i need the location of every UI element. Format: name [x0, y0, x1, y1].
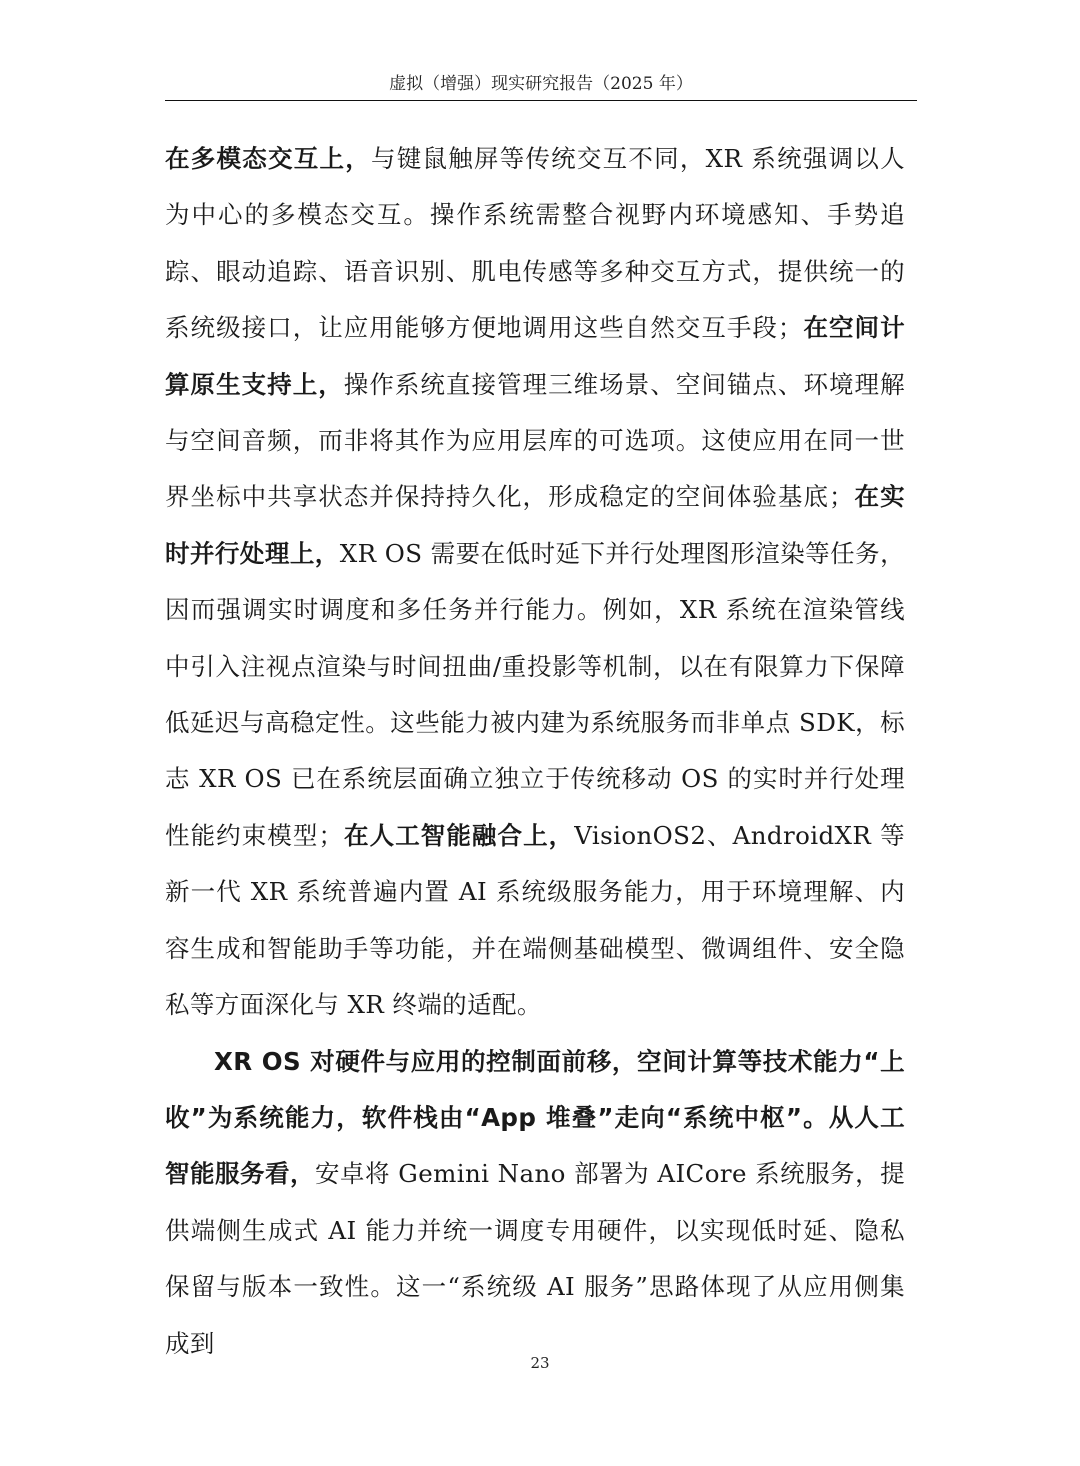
- paragraph: [165, 131, 905, 1034]
- paragraph-text: 操作系统直接管理三维场景、空间锚点、环境理解与空间音频，而非将其作为应用层库的可选项。这使应用在同一世界坐标中共享状态并保持持久化，形成稳定的空间体验基底；: [165, 369, 905, 512]
- running-header: 虚拟（增强）现实研究报告（2025 年）: [389, 74, 693, 94]
- paragraph: [165, 1034, 905, 1372]
- paragraph-text: 安卓将 Gemini Nano 部署为 AICore 系统服务，提供端侧生成式 AI 能力并统一调度专用硬件，以实现低时延、隐私保留与版本一致性。这一“系统级 AI 服务”思路体现了从应用侧集成到: [165, 1159, 905, 1358]
- bold-lead: 在多模态交互上，: [165, 144, 371, 173]
- bold-lead: 在人工智能融合上，: [343, 820, 575, 850]
- bold-lead: XR OS 对硬件与应用的控制面前移，空间计算等技术能力“上收”为系统能力，软件栈由“App 堆叠”走向“系统中枢”。从人工智能服务看，: [165, 1046, 905, 1189]
- bold-lead: 在空间计算原生支持上，: [165, 313, 905, 399]
- bold-lead: 在实时并行处理上，: [165, 482, 905, 568]
- paragraph-text: 与键鼠触屏等传统交互不同，XR 系统强调以人为中心的多模态交互。操作系统需整合视野内环境感知、手势追踪、眼动追踪、语音识别、肌电传感等多种交互方式，提供统一的系统级接口，让应用能够方便地调用这些自然交互手段；: [165, 144, 905, 343]
- body-text: [165, 131, 905, 1372]
- header-divider: [165, 100, 917, 101]
- paragraph-text: VisionOS2、AndroidXR 等新一代 XR 系统普遍内置 AI 系统级服务能力，用于环境理解、内容生成和智能助手等功能，并在端侧基础模型、微调组件、安全隐私等方面深化与 XR 终端的适配。: [165, 820, 905, 1020]
- paragraph-text: XR OS 需要在低时延下并行处理图形渲染等任务，因而强调实时调度和多任务并行能力。例如，XR 系统在渲染管线中引入注视点渲染与时间扭曲/重投影等机制，以在有限算力下保障低延迟与高稳定性。这些能力被内建为系统服务而非单点 SDK，标志 XR OS 已在系统层面确立独立于传统移动 OS 的实时并行处理性能约束模型；: [165, 538, 905, 850]
- page-number: 23: [530, 1354, 550, 1372]
